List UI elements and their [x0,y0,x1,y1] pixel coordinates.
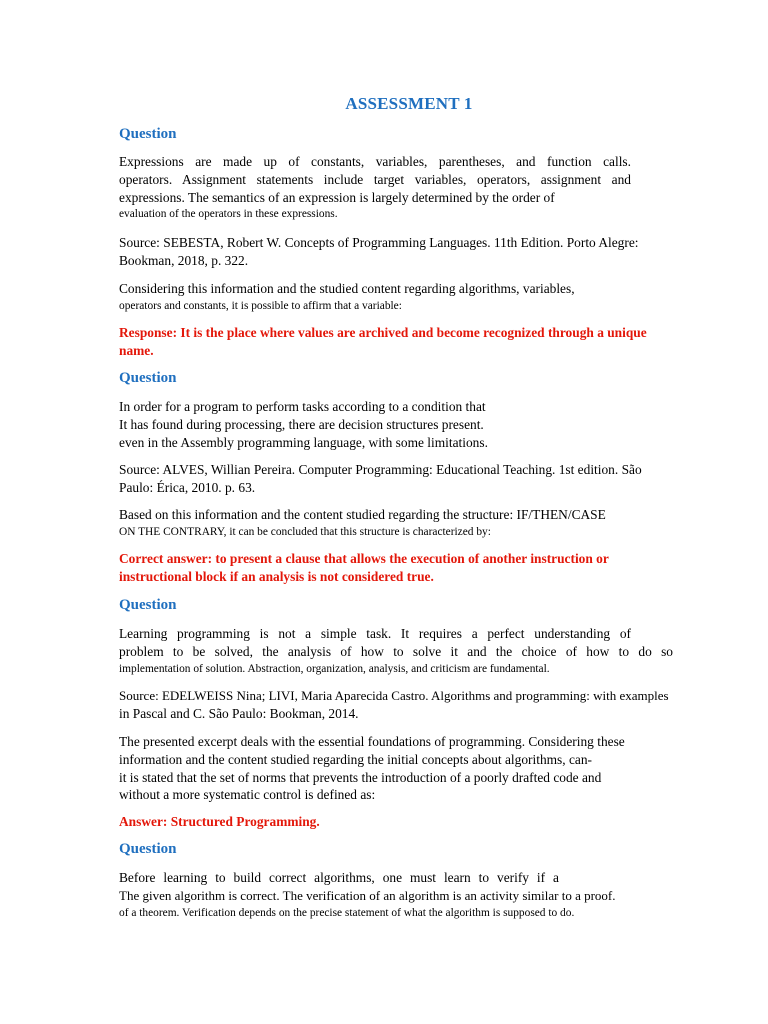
text-line: The presented excerpt deals with the essential foundations of programming. Considering these [119,734,625,749]
question-heading: Question [119,126,177,142]
question-heading: Question [119,370,177,386]
text-line: Expressions are made up of constants, variables, parentheses, and function calls. [119,154,631,169]
question-text [119,398,488,451]
text-line: it is stated that the set of norms that prevents the introduction of a poorly drafted code and [119,769,602,785]
text-line: The given algorithm is correct. The verification of an algorithm is an activity similar to a proof. [119,887,616,903]
text-line: operators and constants, it is possible to affirm that a variable: [119,299,402,312]
text-line: Answer: Structured Programming. [119,814,320,829]
text-line: ON THE CONTRARY, it can be concluded that this structure is characterized by: [119,525,491,538]
text-line: Considering this information and the studied content regarding algorithms, variables, [119,281,575,296]
question-text [119,625,673,678]
question-text [119,869,616,922]
text-line: expressions. The semantics of an expression is largely determined by the order of [119,189,555,205]
question-prompt [119,280,575,316]
text-line: Before learning to build correct algorithms, one must learn to verify if a [119,870,559,885]
source-citation [119,687,669,723]
text-line: even in the Assembly programming language, with some limitations. [119,434,488,450]
text-line: Paulo: Érica, 2010. p. 63. [119,479,256,495]
question-heading: Question [119,841,177,857]
answer-text [119,324,647,360]
answer-text [119,813,320,831]
text-line: implementation of solution. Abstraction, organization, analysis, and criticism are fundamental. [119,662,550,675]
text-line: It has found during processing, there are decision structures present. [119,416,484,432]
text-line: without a more systematic control is defined as: [119,787,376,803]
text-line: evaluation of the operators in these expressions. [119,208,338,221]
text-line: instructional block if an analysis is not considered true. [119,569,434,584]
text-line: operators. Assignment statements include target variables, operators, assignment and [119,171,631,187]
text-line: problem to be solved, the analysis of how to solve it and the choice of how to do so [119,643,673,659]
question-heading: Question [119,597,177,613]
text-line: in Pascal and C. São Paulo: Bookman, 2014. [119,705,359,721]
question-prompt [119,506,606,542]
text-line: Correct answer: to present a clause that allows the execution of another instruction or [119,551,609,566]
text-line: Response: It is the place where values are archived and become recognized through a unique [119,325,647,340]
text-line: Source: ALVES, Willian Pereira. Computer Programming: Educational Teaching. 1st edition. São [119,462,642,477]
text-line: Bookman, 2018, p. 322. [119,252,249,268]
text-line: name. [119,343,154,358]
text-line: Source: EDELWEISS Nina; LIVI, Maria Aparecida Castro. Algorithms and programming: with examples [119,688,669,703]
source-citation [119,234,639,270]
text-line: In order for a program to perform tasks according to a condition that [119,399,486,414]
text-line: Source: SEBESTA, Robert W. Concepts of Programming Languages. 11th Edition. Porto Alegre: [119,235,639,250]
source-citation [119,461,642,497]
answer-text [119,550,609,586]
page-title: ASSESSMENT 1 [345,94,473,113]
text-line: of a theorem. Verification depends on the precise statement of what the algorithm is supposed to do. [119,906,575,919]
question-text [119,153,631,224]
text-line: information and the content studied regarding the initial concepts about algorithms, can- [119,751,593,767]
text-line: Based on this information and the content studied regarding the structure: IF/THEN/CASE [119,507,606,522]
text-line: Learning programming is not a simple task. It requires a perfect understanding of [119,626,631,641]
question-prompt [119,733,625,804]
